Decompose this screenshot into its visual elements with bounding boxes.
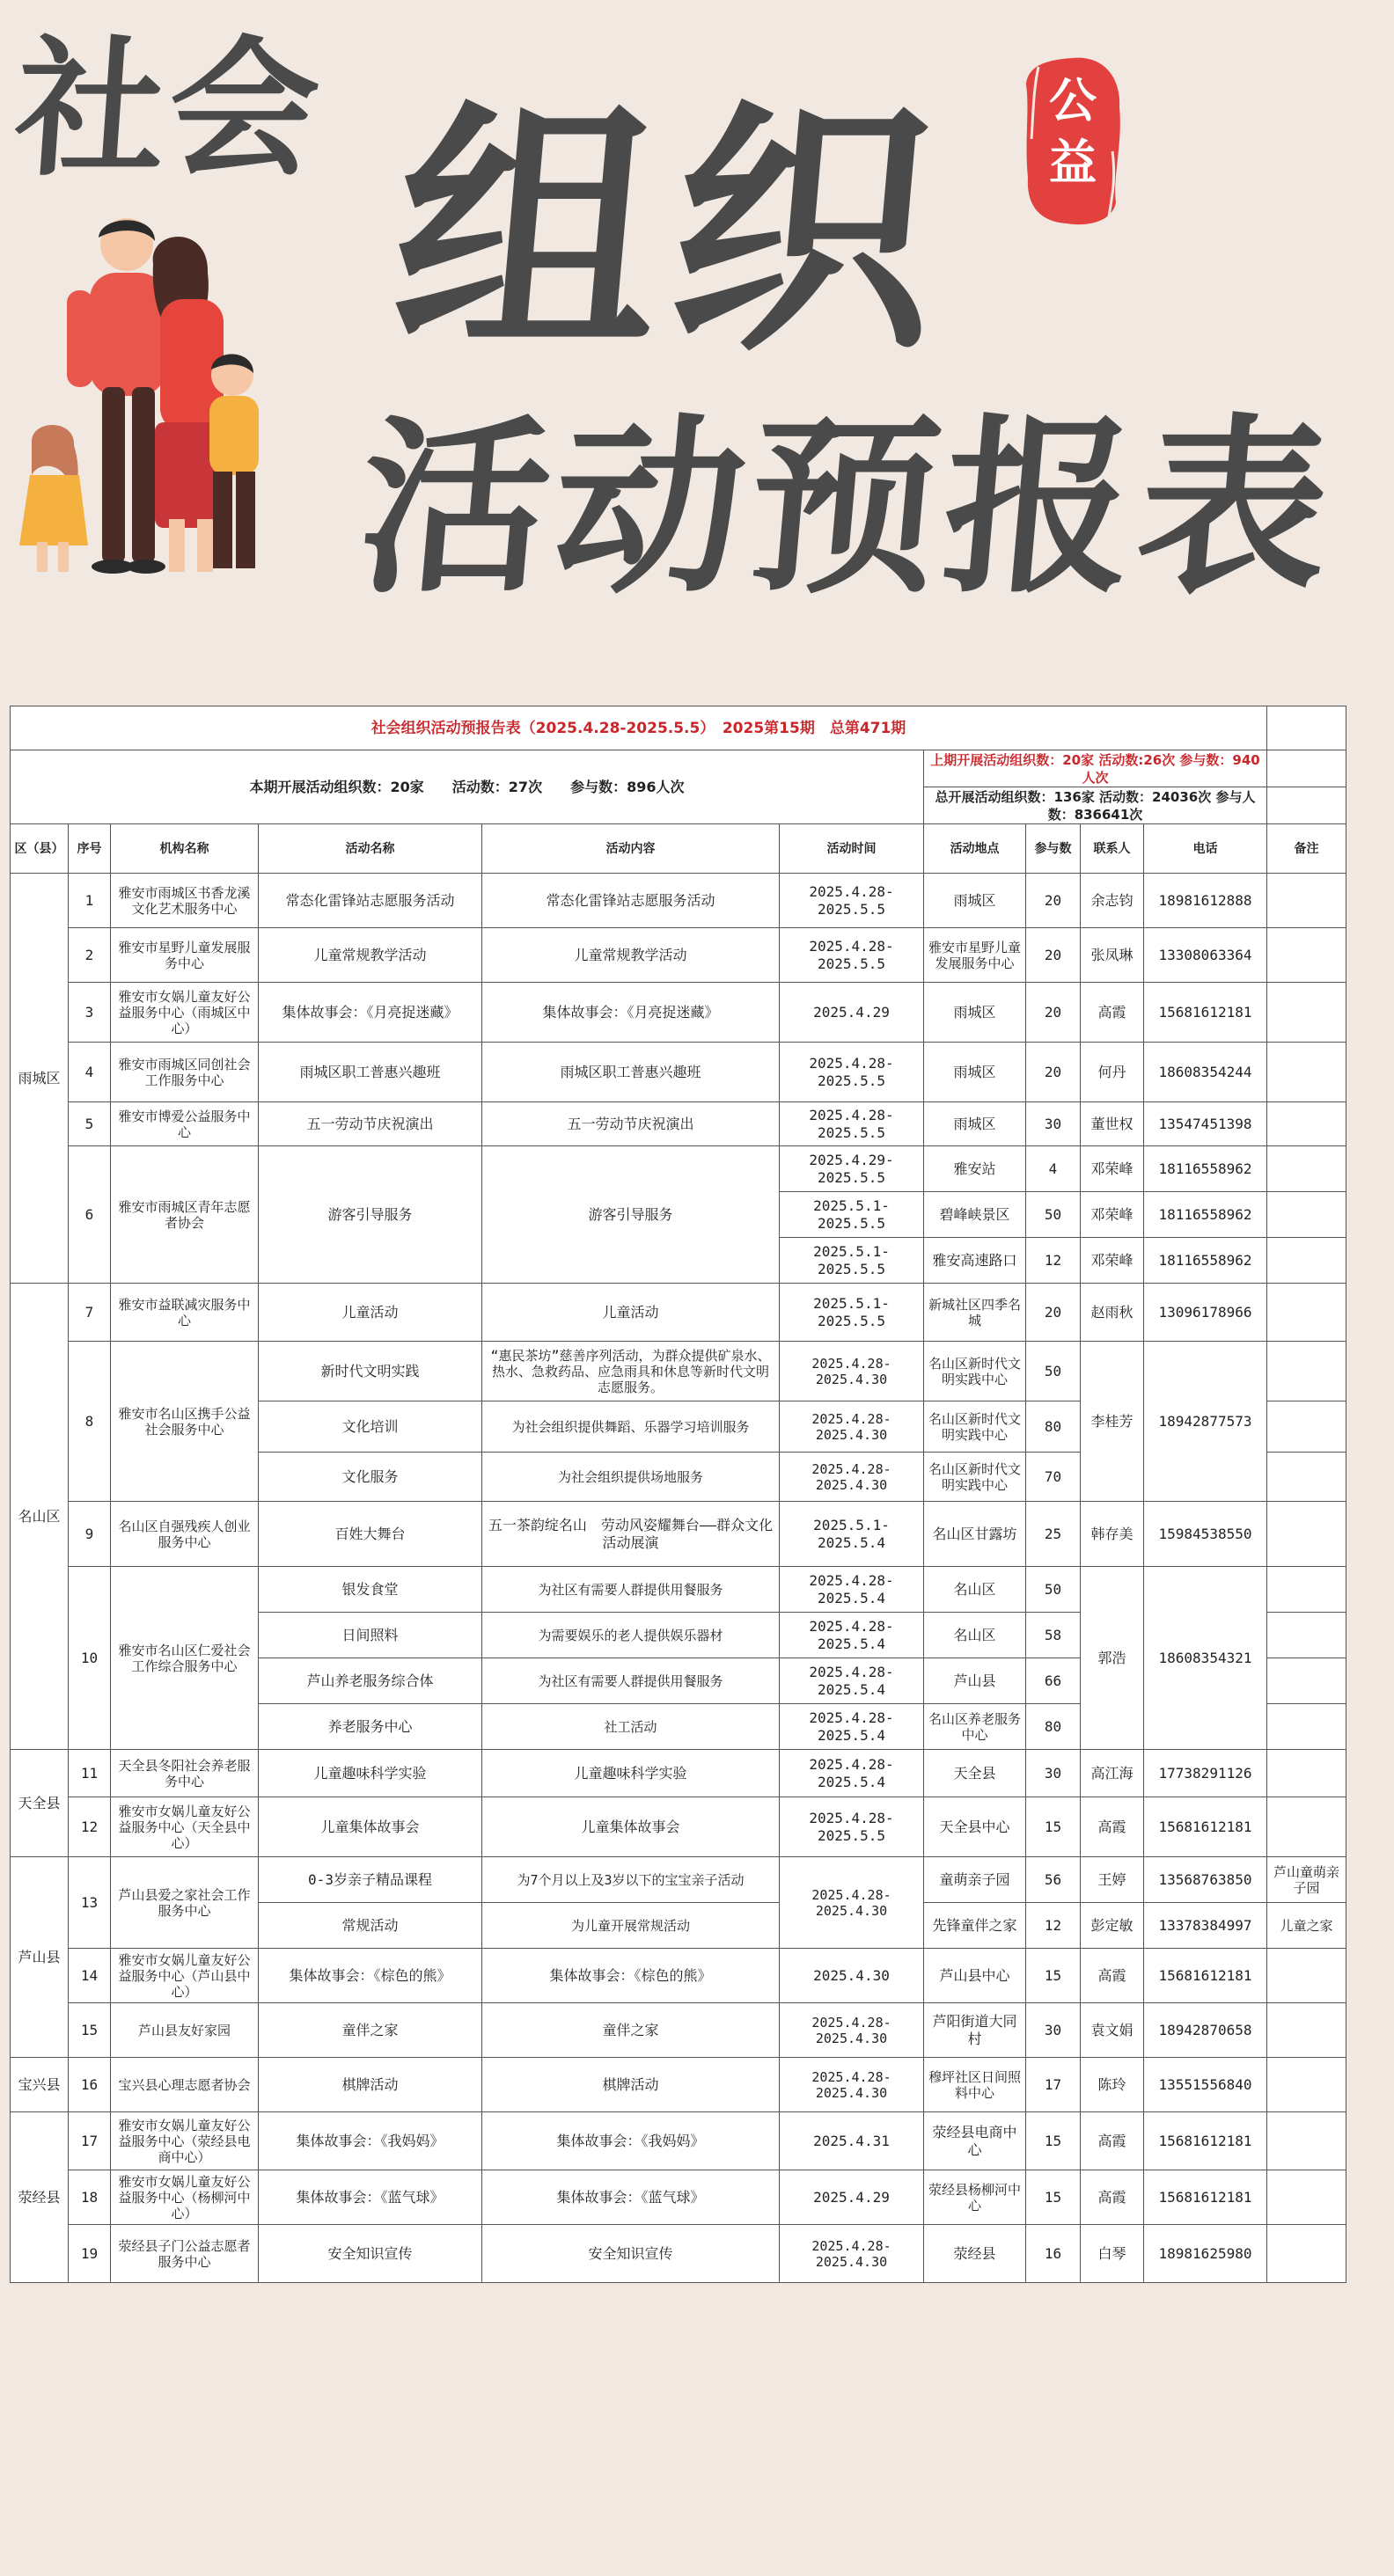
note-cell: 儿童之家 <box>1267 1903 1346 1949</box>
contact-cell: 高霞 <box>1081 1797 1144 1857</box>
count-cell: 80 <box>1026 1704 1081 1750</box>
name-cell: 常态化雷锋站志愿服务活动 <box>259 874 482 928</box>
title-row <box>11 706 1346 750</box>
note-cell <box>1267 2225 1346 2283</box>
name-cell: 安全知识宣传 <box>259 2225 482 2283</box>
count-cell: 4 <box>1026 1146 1081 1192</box>
time-cell: 2025.4.28-2025.4.30 <box>780 2225 924 2283</box>
time-cell: 2025.5.1-2025.5.5 <box>780 1192 924 1238</box>
org-cell: 雅安市博爱公益服务中心 <box>111 1102 259 1146</box>
table-row <box>11 2170 1346 2225</box>
org-cell: 雅安市雨城区同创社会工作服务中心 <box>111 1043 259 1102</box>
no-cell: 10 <box>69 1567 111 1750</box>
district-cell: 天全县 <box>11 1750 69 1857</box>
phone-cell: 15681612181 <box>1144 1949 1267 2003</box>
time-cell: 2025.5.1-2025.5.4 <box>780 1502 924 1567</box>
time-cell: 2025.4.28-2025.5.4 <box>780 1658 924 1704</box>
time-cell: 2025.4.28-2025.5.5 <box>780 928 924 983</box>
name-cell: 儿童常规教学活动 <box>259 928 482 983</box>
no-cell: 17 <box>69 2112 111 2170</box>
content-cell: 游客引导服务 <box>482 1146 780 1284</box>
place-cell: 名山区 <box>924 1567 1026 1613</box>
no-cell: 19 <box>69 2225 111 2283</box>
place-cell: 荥经县杨柳河中心 <box>924 2170 1026 2225</box>
org-cell: 天全县冬阳社会养老服务中心 <box>111 1750 259 1797</box>
name-cell: 童伴之家 <box>259 2003 482 2058</box>
last-summary: 上期开展活动组织数：20家 活动数:26次 参与数：940人次 <box>924 750 1267 787</box>
table-row <box>11 2058 1346 2112</box>
contact-cell: 高霞 <box>1081 2112 1144 2170</box>
table-row <box>11 1102 1346 1146</box>
col-district: 区（县） <box>11 824 69 874</box>
org-cell: 宝兴县心理志愿者协会 <box>111 2058 259 2112</box>
content-cell: 五一劳动节庆祝演出 <box>482 1102 780 1146</box>
note-cell <box>1267 1342 1346 1401</box>
no-cell: 4 <box>69 1043 111 1102</box>
org-cell: 雅安市雨城区书香龙溪文化艺术服务中心 <box>111 874 259 928</box>
time-cell: 2025.4.28-2025.4.30 <box>780 2003 924 2058</box>
count-cell: 50 <box>1026 1342 1081 1401</box>
name-cell: 儿童趣味科学实验 <box>259 1750 482 1797</box>
time-cell: 2025.4.28-2025.4.30 <box>780 2058 924 2112</box>
seal-char-2: 益 <box>1049 135 1097 190</box>
content-cell: 儿童活动 <box>482 1284 780 1342</box>
name-cell: 棋牌活动 <box>259 2058 482 2112</box>
time-cell: 2025.4.28-2025.4.30 <box>780 1453 924 1502</box>
contact-cell: 袁文娟 <box>1081 2003 1144 2058</box>
contact-cell: 赵雨秋 <box>1081 1284 1144 1342</box>
time-cell: 2025.4.28-2025.5.4 <box>780 1704 924 1750</box>
count-cell: 15 <box>1026 1797 1081 1857</box>
report-title: 社会组织活动预报告表（2025.4.28-2025.5.5） 2025第15期 总第471期 <box>11 706 1267 750</box>
table-row <box>11 1949 1346 2003</box>
col-name: 活动名称 <box>259 824 482 874</box>
col-no: 序号 <box>69 824 111 874</box>
place-cell: 先锋童伴之家 <box>924 1903 1026 1949</box>
note-cell <box>1267 1238 1346 1284</box>
contact-cell: 张凤琳 <box>1081 928 1144 983</box>
no-cell: 1 <box>69 874 111 928</box>
content-cell: 为儿童开展常规活动 <box>482 1903 780 1949</box>
content-cell: 雨城区职工普惠兴趣班 <box>482 1043 780 1102</box>
district-cell: 名山区 <box>11 1284 69 1750</box>
blank-cell <box>1267 787 1346 824</box>
no-cell: 14 <box>69 1949 111 2003</box>
note-cell <box>1267 1502 1346 1567</box>
col-phone: 电话 <box>1144 824 1267 874</box>
place-cell: 名山区甘露坊 <box>924 1502 1026 1567</box>
place-cell: 天全县中心 <box>924 1797 1026 1857</box>
org-cell: 雅安市女娲儿童友好公益服务中心（荥经县电商中心） <box>111 2112 259 2170</box>
no-cell: 15 <box>69 2003 111 2058</box>
place-cell: 童萌亲子园 <box>924 1857 1026 1903</box>
no-cell: 11 <box>69 1750 111 1797</box>
no-cell: 12 <box>69 1797 111 1857</box>
report-table-container <box>10 706 1346 2283</box>
time-cell: 2025.4.29 <box>780 983 924 1043</box>
note-cell <box>1267 983 1346 1043</box>
phone-cell: 18608354321 <box>1144 1567 1267 1750</box>
district-cell: 雨城区 <box>11 874 69 1284</box>
name-cell: 集体故事会：《月亮捉迷藏》 <box>259 983 482 1043</box>
blank-cell <box>1267 706 1346 750</box>
content-cell: 集体故事会：《棕色的熊》 <box>482 1949 780 2003</box>
content-cell: 集体故事会：《蓝气球》 <box>482 2170 780 2225</box>
note-cell <box>1267 1453 1346 1502</box>
table-row <box>11 874 1346 928</box>
org-cell: 芦山县爱之家社会工作服务中心 <box>111 1857 259 1949</box>
count-cell: 15 <box>1026 2112 1081 2170</box>
place-cell: 雨城区 <box>924 1043 1026 1102</box>
count-cell: 16 <box>1026 2225 1081 2283</box>
family-illustration <box>5 211 296 598</box>
note-cell <box>1267 2058 1346 2112</box>
name-cell: 新时代文明实践 <box>259 1342 482 1401</box>
no-cell: 16 <box>69 2058 111 2112</box>
time-cell: 2025.4.28-2025.5.5 <box>780 1797 924 1857</box>
content-cell: 童伴之家 <box>482 2003 780 2058</box>
phone-cell: 15681612181 <box>1144 983 1267 1043</box>
place-cell: 穆坪社区日间照料中心 <box>924 2058 1026 2112</box>
table-row <box>11 1284 1346 1342</box>
district-cell: 荥经县 <box>11 2112 69 2283</box>
phone-cell: 18608354244 <box>1144 1043 1267 1102</box>
content-cell: 安全知识宣传 <box>482 2225 780 2283</box>
count-cell: 20 <box>1026 1043 1081 1102</box>
contact-cell: 陈玲 <box>1081 2058 1144 2112</box>
table-row <box>11 983 1346 1043</box>
count-cell: 50 <box>1026 1192 1081 1238</box>
col-time: 活动时间 <box>780 824 924 874</box>
report-table <box>10 706 1346 2283</box>
name-cell: 银发食堂 <box>259 1567 482 1613</box>
time-cell: 2025.4.28-2025.4.30 <box>780 1401 924 1453</box>
note-cell <box>1267 1704 1346 1750</box>
note-cell <box>1267 1567 1346 1613</box>
contact-cell: 彭定敏 <box>1081 1903 1144 1949</box>
note-cell <box>1267 1658 1346 1704</box>
count-cell: 58 <box>1026 1613 1081 1658</box>
contact-cell: 李桂芳 <box>1081 1342 1144 1502</box>
phone-cell: 13551556840 <box>1144 2058 1267 2112</box>
count-cell: 15 <box>1026 1949 1081 2003</box>
org-cell: 芦山县友好家园 <box>111 2003 259 2058</box>
note-cell <box>1267 1949 1346 2003</box>
name-cell: 0-3岁亲子精品课程 <box>259 1857 482 1903</box>
count-cell: 50 <box>1026 1567 1081 1613</box>
title-zuzhi: 组织 <box>382 79 963 386</box>
org-cell: 雅安市女娲儿童友好公益服务中心（杨柳河中心） <box>111 2170 259 2225</box>
place-cell: 芦阳街道大同村 <box>924 2003 1026 2058</box>
name-cell: 芦山养老服务综合体 <box>259 1658 482 1704</box>
table-row <box>11 1567 1346 1613</box>
blank-cell <box>1267 750 1346 787</box>
count-cell: 30 <box>1026 1102 1081 1146</box>
count-cell: 17 <box>1026 2058 1081 2112</box>
contact-cell: 何丹 <box>1081 1043 1144 1102</box>
table-row <box>11 1502 1346 1567</box>
seal-text <box>1021 70 1125 194</box>
place-cell: 芦山县中心 <box>924 1949 1026 2003</box>
place-cell: 天全县 <box>924 1750 1026 1797</box>
count-cell: 20 <box>1026 983 1081 1043</box>
count-cell: 20 <box>1026 928 1081 983</box>
place-cell: 碧峰峡景区 <box>924 1192 1026 1238</box>
contact-cell: 韩存美 <box>1081 1502 1144 1567</box>
no-cell: 2 <box>69 928 111 983</box>
time-cell: 2025.4.28-2025.5.5 <box>780 1043 924 1102</box>
org-cell: 雅安市星野儿童发展服务中心 <box>111 928 259 983</box>
content-cell: “惠民茶坊”慈善序列活动，为群众提供矿泉水、热水、急救药品、应急雨具和休息等新时代文明志愿服务。 <box>482 1342 780 1401</box>
name-cell: 日间照料 <box>259 1613 482 1658</box>
content-cell: 为7个月以上及3岁以下的宝宝亲子活动 <box>482 1857 780 1903</box>
org-cell: 雅安市名山区携手公益社会服务中心 <box>111 1342 259 1502</box>
org-cell: 荥经县子门公益志愿者服务中心 <box>111 2225 259 2283</box>
content-cell: 为社区有需要人群提供用餐服务 <box>482 1658 780 1704</box>
note-cell <box>1267 2003 1346 2058</box>
name-cell: 文化培训 <box>259 1401 482 1453</box>
contact-cell: 高霞 <box>1081 983 1144 1043</box>
time-cell: 2025.4.31 <box>780 2112 924 2170</box>
org-cell: 雅安市女娲儿童友好公益服务中心（天全县中心） <box>111 1797 259 1857</box>
phone-cell: 18116558962 <box>1144 1146 1267 1192</box>
place-cell: 荥经县电商中心 <box>924 2112 1026 2170</box>
phone-cell: 13378384997 <box>1144 1903 1267 1949</box>
time-cell: 2025.4.29 <box>780 2170 924 2225</box>
table-row <box>11 2225 1346 2283</box>
time-cell: 2025.5.1-2025.5.5 <box>780 1284 924 1342</box>
org-cell: 名山区自强残疾人创业服务中心 <box>111 1502 259 1567</box>
note-cell <box>1267 1401 1346 1453</box>
content-cell: 为社会组织提供场地服务 <box>482 1453 780 1502</box>
name-cell: 百姓大舞台 <box>259 1502 482 1567</box>
time-cell: 2025.4.28-2025.5.5 <box>780 1102 924 1146</box>
contact-cell: 高霞 <box>1081 2170 1144 2225</box>
col-org: 机构名称 <box>111 824 259 874</box>
phone-cell: 13547451398 <box>1144 1102 1267 1146</box>
place-cell: 名山区新时代文明实践中心 <box>924 1401 1026 1453</box>
org-cell: 雅安市益联减灾服务中心 <box>111 1284 259 1342</box>
phone-cell: 18116558962 <box>1144 1238 1267 1284</box>
district-cell: 芦山县 <box>11 1857 69 2058</box>
place-cell: 名山区 <box>924 1613 1026 1658</box>
no-cell: 7 <box>69 1284 111 1342</box>
time-cell: 2025.4.28-2025.5.5 <box>780 874 924 928</box>
table-row <box>11 2003 1346 2058</box>
phone-cell: 18942877573 <box>1144 1342 1267 1502</box>
name-cell: 五一劳动节庆祝演出 <box>259 1102 482 1146</box>
name-cell: 儿童集体故事会 <box>259 1797 482 1857</box>
org-cell: 雅安市名山区仁爱社会工作综合服务中心 <box>111 1567 259 1750</box>
content-cell: 儿童集体故事会 <box>482 1797 780 1857</box>
phone-cell: 18981625980 <box>1144 2225 1267 2283</box>
content-cell: 儿童趣味科学实验 <box>482 1750 780 1797</box>
note-cell <box>1267 1192 1346 1238</box>
count-cell: 12 <box>1026 1903 1081 1949</box>
contact-cell: 白琴 <box>1081 2225 1144 2283</box>
no-cell: 18 <box>69 2170 111 2225</box>
phone-cell: 15681612181 <box>1144 2170 1267 2225</box>
content-cell: 常态化雷锋站志愿服务活动 <box>482 874 780 928</box>
contact-cell: 邓荣峰 <box>1081 1146 1144 1192</box>
poster-header <box>0 0 1394 669</box>
content-cell: 集体故事会：《我妈妈》 <box>482 2112 780 2170</box>
content-cell: 集体故事会：《月亮捉迷藏》 <box>482 983 780 1043</box>
count-cell: 20 <box>1026 874 1081 928</box>
contact-cell: 高江海 <box>1081 1750 1144 1797</box>
seal-char-1: 公 <box>1049 73 1097 128</box>
phone-cell: 15681612181 <box>1144 2112 1267 2170</box>
col-count: 参与数 <box>1026 824 1081 874</box>
place-cell: 雅安高速路口 <box>924 1238 1026 1284</box>
table-row <box>11 2112 1346 2170</box>
count-cell: 56 <box>1026 1857 1081 1903</box>
place-cell: 荥经县 <box>924 2225 1026 2283</box>
title-huodong-yubaobiao: 活动预报表 <box>351 398 1343 618</box>
phone-cell: 15681612181 <box>1144 1797 1267 1857</box>
time-cell: 2025.4.30 <box>780 1949 924 2003</box>
column-header-row <box>11 824 1346 874</box>
contact-cell: 邓荣峰 <box>1081 1192 1144 1238</box>
table-row <box>11 1043 1346 1102</box>
col-contact: 联系人 <box>1081 824 1144 874</box>
table-row <box>11 1146 1346 1192</box>
count-cell: 30 <box>1026 1750 1081 1797</box>
no-cell: 8 <box>69 1342 111 1502</box>
contact-cell: 余志钧 <box>1081 874 1144 928</box>
place-cell: 名山区新时代文明实践中心 <box>924 1342 1026 1401</box>
no-cell: 6 <box>69 1146 111 1284</box>
phone-cell: 18981612888 <box>1144 874 1267 928</box>
name-cell: 常规活动 <box>259 1903 482 1949</box>
org-cell: 雅安市女娲儿童友好公益服务中心（芦山县中心） <box>111 1949 259 2003</box>
table-row <box>11 1797 1346 1857</box>
count-cell: 20 <box>1026 1284 1081 1342</box>
note-cell <box>1267 874 1346 928</box>
table-row <box>11 928 1346 983</box>
place-cell: 雨城区 <box>924 983 1026 1043</box>
count-cell: 15 <box>1026 2170 1081 2225</box>
total-summary: 总开展活动组织数：136家 活动数：24036次 参与人数：836641次 <box>924 787 1267 824</box>
contact-cell: 邓荣峰 <box>1081 1238 1144 1284</box>
note-cell <box>1267 1613 1346 1658</box>
phone-cell: 13096178966 <box>1144 1284 1267 1342</box>
col-place: 活动地点 <box>924 824 1026 874</box>
name-cell: 集体故事会：《棕色的熊》 <box>259 1949 482 2003</box>
count-cell: 66 <box>1026 1658 1081 1704</box>
place-cell: 雅安市星野儿童发展服务中心 <box>924 928 1026 983</box>
name-cell: 文化服务 <box>259 1453 482 1502</box>
content-cell: 为社区有需要人群提供用餐服务 <box>482 1567 780 1613</box>
place-cell: 雨城区 <box>924 1102 1026 1146</box>
time-cell: 2025.4.28-2025.4.30 <box>780 1857 924 1949</box>
current-summary: 本期开展活动组织数：20家 活动数：27次 参与数：896人次 <box>11 750 924 824</box>
time-cell: 2025.4.28-2025.5.4 <box>780 1567 924 1613</box>
summary-row-1 <box>11 750 1346 787</box>
phone-cell: 15984538550 <box>1144 1502 1267 1567</box>
content-cell: 儿童常规教学活动 <box>482 928 780 983</box>
col-note: 备注 <box>1267 824 1346 874</box>
col-content: 活动内容 <box>482 824 780 874</box>
name-cell: 儿童活动 <box>259 1284 482 1342</box>
title-shehui: 社会 <box>10 23 328 197</box>
time-cell: 2025.4.29-2025.5.5 <box>780 1146 924 1192</box>
org-cell: 雅安市女娲儿童友好公益服务中心（雨城区中心） <box>111 983 259 1043</box>
content-cell: 五一茶韵绽名山 劳动风姿耀舞台——群众文化活动展演 <box>482 1502 780 1567</box>
note-cell <box>1267 1284 1346 1342</box>
note-cell <box>1267 1102 1346 1146</box>
note-cell <box>1267 928 1346 983</box>
no-cell: 9 <box>69 1502 111 1567</box>
district-cell: 宝兴县 <box>11 2058 69 2112</box>
count-cell: 80 <box>1026 1401 1081 1453</box>
count-cell: 30 <box>1026 2003 1081 2058</box>
time-cell: 2025.4.28-2025.5.4 <box>780 1750 924 1797</box>
note-cell <box>1267 1750 1346 1797</box>
phone-cell: 13568763850 <box>1144 1857 1267 1903</box>
contact-cell: 郭浩 <box>1081 1567 1144 1750</box>
no-cell: 3 <box>69 983 111 1043</box>
contact-cell: 王婷 <box>1081 1857 1144 1903</box>
note-cell <box>1267 1043 1346 1102</box>
time-cell: 2025.5.1-2025.5.5 <box>780 1238 924 1284</box>
table-row <box>11 1857 1346 1903</box>
content-cell: 为需要娱乐的老人提供娱乐器材 <box>482 1613 780 1658</box>
table-row <box>11 1750 1346 1797</box>
name-cell: 集体故事会：《我妈妈》 <box>259 2112 482 2170</box>
contact-cell: 高霞 <box>1081 1949 1144 2003</box>
name-cell: 集体故事会：《蓝气球》 <box>259 2170 482 2225</box>
table-row <box>11 1342 1346 1401</box>
place-cell: 雨城区 <box>924 874 1026 928</box>
place-cell: 名山区新时代文明实践中心 <box>924 1453 1026 1502</box>
time-cell: 2025.4.28-2025.5.4 <box>780 1613 924 1658</box>
content-cell: 社工活动 <box>482 1704 780 1750</box>
place-cell: 新城社区四季名城 <box>924 1284 1026 1342</box>
note-cell: 芦山童萌亲子园 <box>1267 1857 1346 1903</box>
no-cell: 13 <box>69 1857 111 1949</box>
note-cell <box>1267 2112 1346 2170</box>
place-cell: 芦山县 <box>924 1658 1026 1704</box>
name-cell: 雨城区职工普惠兴趣班 <box>259 1043 482 1102</box>
count-cell: 25 <box>1026 1502 1081 1567</box>
note-cell <box>1267 1146 1346 1192</box>
place-cell: 名山区养老服务中心 <box>924 1704 1026 1750</box>
phone-cell: 18116558962 <box>1144 1192 1267 1238</box>
org-cell: 雅安市雨城区青年志愿者协会 <box>111 1146 259 1284</box>
name-cell: 游客引导服务 <box>259 1146 482 1284</box>
note-cell <box>1267 2170 1346 2225</box>
count-cell: 70 <box>1026 1453 1081 1502</box>
count-cell: 12 <box>1026 1238 1081 1284</box>
place-cell: 雅安站 <box>924 1146 1026 1192</box>
note-cell <box>1267 1797 1346 1857</box>
phone-cell: 18942870658 <box>1144 2003 1267 2058</box>
name-cell: 养老服务中心 <box>259 1704 482 1750</box>
no-cell: 5 <box>69 1102 111 1146</box>
time-cell: 2025.4.28-2025.4.30 <box>780 1342 924 1401</box>
phone-cell: 17738291126 <box>1144 1750 1267 1797</box>
content-cell: 棋牌活动 <box>482 2058 780 2112</box>
phone-cell: 13308063364 <box>1144 928 1267 983</box>
content-cell: 为社会组织提供舞蹈、乐器学习培训服务 <box>482 1401 780 1453</box>
contact-cell: 董世权 <box>1081 1102 1144 1146</box>
